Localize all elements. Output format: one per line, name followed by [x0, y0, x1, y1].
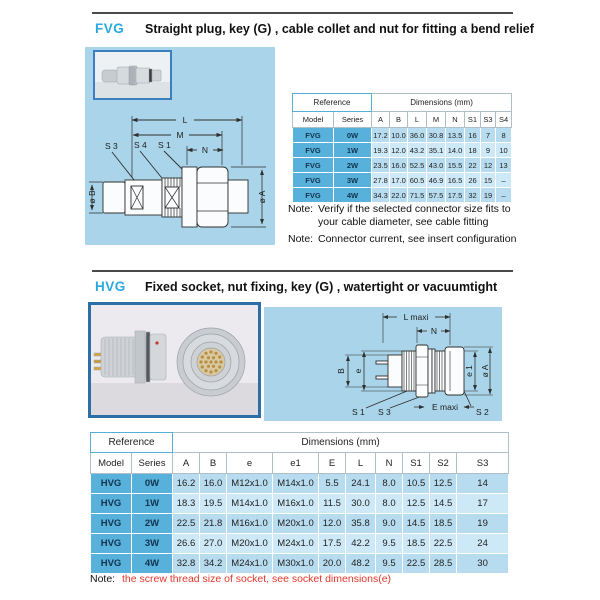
value-cell: M12x1.0: [227, 474, 273, 494]
hvg-dim-label-s3: S 3: [378, 407, 391, 417]
value-cell: 8.0: [376, 494, 403, 514]
value-cell: M24x1.0: [273, 534, 319, 554]
value-cell: 9.5: [376, 534, 403, 554]
model-cell: HVG: [91, 554, 132, 574]
value-cell: M16x1.0: [273, 494, 319, 514]
col-e: e: [227, 453, 273, 474]
value-cell: 12.0: [319, 514, 346, 534]
value-cell: 11.5: [319, 494, 346, 514]
series-cell: 4W: [334, 188, 372, 203]
value-cell: 35.1: [427, 143, 446, 158]
hvg-dim-label-n: N: [430, 326, 438, 336]
series-cell: 4W: [132, 554, 173, 574]
fvg-table-column-header: [293, 112, 512, 128]
fvg-notes: [288, 203, 520, 246]
value-cell: 12.5: [403, 494, 430, 514]
value-cell: 16.5: [446, 173, 465, 188]
col-model: Model: [91, 453, 132, 474]
table-row: [293, 173, 512, 188]
value-cell: 17: [457, 494, 509, 514]
value-cell: 27.0: [200, 534, 227, 554]
value-cell: 23.5: [372, 158, 390, 173]
value-cell: M24x1.0: [227, 554, 273, 574]
model-cell: HVG: [91, 474, 132, 494]
value-cell: 24.1: [346, 474, 376, 494]
value-cell: 34.3: [372, 188, 390, 203]
hvg-dim-label-s2: S 2: [476, 407, 489, 417]
value-cell: 17.0: [390, 173, 408, 188]
hvg-product-photo: [88, 302, 261, 418]
hvg-section-title: [95, 279, 497, 297]
value-cell: 14.5: [403, 514, 430, 534]
value-cell: 8.0: [376, 474, 403, 494]
hvg-connector-image: [91, 305, 258, 415]
fvg-section-title: [95, 21, 534, 39]
col-l: L: [346, 453, 376, 474]
hvg-dim-label-emaxi: E maxi: [432, 402, 458, 412]
value-cell: 17.5: [446, 188, 465, 203]
note-text: Verify if the selected connector size fits to your cable diameter, see cable fitting: [318, 203, 511, 228]
value-cell: –: [496, 188, 512, 203]
model-cell: HVG: [91, 494, 132, 514]
value-cell: 18.5: [430, 514, 457, 534]
fvg-note-2: [288, 233, 520, 246]
value-cell: 19.3: [372, 143, 390, 158]
note-label: Note:: [90, 573, 116, 585]
fvg-dim-label-oa: ø A: [257, 190, 267, 204]
series-cell: 1W: [334, 143, 372, 158]
value-cell: 18: [465, 143, 481, 158]
note-text: Connector current, see insert configuration: [318, 233, 517, 245]
reference-header: Reference: [293, 94, 372, 112]
value-cell: M20x1.0: [273, 514, 319, 534]
value-cell: 20.0: [319, 554, 346, 574]
hvg-dim-label-e1: e 1: [464, 365, 474, 377]
fvg-dim-label-s3: S 3: [105, 141, 118, 151]
col-n: N: [446, 112, 465, 128]
value-cell: M20x1.0: [227, 534, 273, 554]
value-cell: 14: [457, 474, 509, 494]
value-cell: 34.2: [200, 554, 227, 574]
col-series: Series: [132, 453, 173, 474]
hvg-section-rule: [92, 270, 513, 272]
fvg-dimensions-table: [292, 93, 512, 203]
table-row: [91, 534, 509, 554]
value-cell: 16: [465, 128, 481, 143]
model-cell: HVG: [91, 534, 132, 554]
value-cell: 19: [481, 188, 496, 203]
value-cell: 30.8: [427, 128, 446, 143]
col-series: Series: [334, 112, 372, 128]
value-cell: 27.8: [372, 173, 390, 188]
value-cell: 13.5: [446, 128, 465, 143]
value-cell: 17.5: [319, 534, 346, 554]
table-row: [293, 143, 512, 158]
hvg-drawing-panel: [264, 307, 502, 421]
hvg-dim-label-s1: S 1: [352, 407, 365, 417]
value-cell: 52.5: [408, 158, 427, 173]
hvg-technical-drawing: [264, 307, 502, 421]
reference-header: Reference: [91, 433, 173, 453]
col-s3: S3: [481, 112, 496, 128]
col-a: A: [173, 453, 200, 474]
value-cell: 32: [465, 188, 481, 203]
value-cell: –: [496, 173, 512, 188]
value-cell: 30: [457, 554, 509, 574]
series-cell: 1W: [132, 494, 173, 514]
value-cell: 12: [481, 158, 496, 173]
value-cell: 14.0: [446, 143, 465, 158]
fvg-connector-image: [95, 52, 170, 98]
series-cell: 3W: [132, 534, 173, 554]
fvg-dim-label-s4: S 4: [134, 140, 147, 150]
dimensions-header: Dimensions (mm): [173, 433, 509, 453]
model-cell: FVG: [293, 128, 334, 143]
value-cell: 22.5: [173, 514, 200, 534]
value-cell: 9.0: [376, 514, 403, 534]
fvg-title-text: Straight plug, key (G) , cable collet and nut for fitting a bend relief: [145, 22, 534, 36]
value-cell: 21.8: [200, 514, 227, 534]
value-cell: 22.5: [430, 534, 457, 554]
fvg-table-group-header: [293, 94, 512, 112]
hvg-dim-label-lmaxi: L maxi: [403, 312, 429, 322]
series-cell: 2W: [334, 158, 372, 173]
value-cell: 15: [481, 173, 496, 188]
value-cell: M14x1.0: [227, 494, 273, 514]
value-cell: M16x1.0: [227, 514, 273, 534]
fvg-section-rule: [92, 12, 513, 14]
value-cell: 12.5: [430, 474, 457, 494]
value-cell: 13: [496, 158, 512, 173]
fvg-product-photo: [93, 50, 172, 100]
note-label: Note:: [288, 233, 314, 245]
value-cell: 9: [481, 143, 496, 158]
value-cell: 16.2: [173, 474, 200, 494]
value-cell: 48.2: [346, 554, 376, 574]
value-cell: 18.3: [173, 494, 200, 514]
series-cell: 3W: [334, 173, 372, 188]
dimensions-header: Dimensions (mm): [372, 94, 512, 112]
fvg-table-body: [293, 128, 512, 203]
value-cell: 19: [457, 514, 509, 534]
hvg-dim-label-e: e: [353, 368, 363, 374]
hvg-table-column-header: [91, 453, 509, 474]
hvg-title-text: Fixed socket, nut fixing, key (G) , watertight or vacuumtight: [145, 280, 498, 294]
model-cell: FVG: [293, 173, 334, 188]
value-cell: 15.5: [446, 158, 465, 173]
table-row: [293, 128, 512, 143]
value-cell: 16.0: [200, 474, 227, 494]
value-cell: 30.0: [346, 494, 376, 514]
table-row: [91, 554, 509, 574]
col-l: L: [408, 112, 427, 128]
value-cell: 22.0: [390, 188, 408, 203]
model-cell: FVG: [293, 158, 334, 173]
col-s1: S1: [465, 112, 481, 128]
value-cell: 24: [457, 534, 509, 554]
value-cell: 43.0: [427, 158, 446, 173]
value-cell: 26: [465, 173, 481, 188]
value-cell: 43.2: [408, 143, 427, 158]
value-cell: 71.5: [408, 188, 427, 203]
value-cell: M14x1.0: [273, 474, 319, 494]
value-cell: 32.8: [173, 554, 200, 574]
value-cell: 46.9: [427, 173, 446, 188]
model-cell: FVG: [293, 143, 334, 158]
col-b: B: [200, 453, 227, 474]
value-cell: 5.5: [319, 474, 346, 494]
series-cell: 0W: [132, 474, 173, 494]
col-s4: S4: [496, 112, 512, 128]
note-text-red: the screw thread size of socket, see socket dimensions(e): [122, 573, 392, 585]
hvg-table-body: [91, 474, 509, 574]
value-cell: 22.5: [403, 554, 430, 574]
value-cell: 42.2: [346, 534, 376, 554]
fvg-dim-label-l: L: [182, 115, 188, 125]
col-e1: e1: [273, 453, 319, 474]
series-cell: 2W: [132, 514, 173, 534]
hvg-model-code: HVG: [95, 279, 126, 294]
hvg-dimensions-table: [90, 432, 509, 574]
value-cell: 10.0: [390, 128, 408, 143]
col-a: A: [372, 112, 390, 128]
hvg-dim-label-oa: ø A: [480, 364, 490, 378]
value-cell: 35.8: [346, 514, 376, 534]
table-row: [91, 474, 509, 494]
fvg-dim-label-ob: ø B: [87, 190, 97, 204]
value-cell: 12.0: [390, 143, 408, 158]
fvg-dim-label-n: N: [201, 145, 209, 155]
value-cell: 16.0: [390, 158, 408, 173]
table-row: [91, 494, 509, 514]
fvg-dim-label-m: M: [176, 130, 184, 140]
model-cell: FVG: [293, 188, 334, 203]
fvg-note-1: [288, 203, 520, 229]
value-cell: M30x1.0: [273, 554, 319, 574]
value-cell: 17.2: [372, 128, 390, 143]
hvg-note: [90, 573, 510, 586]
note-label: Note:: [288, 203, 314, 215]
table-row: [293, 158, 512, 173]
value-cell: 18.5: [403, 534, 430, 554]
col-ecap: E: [319, 453, 346, 474]
col-n: N: [376, 453, 403, 474]
fvg-model-code: FVG: [95, 21, 125, 36]
value-cell: 10.5: [403, 474, 430, 494]
col-s3: S3: [457, 453, 509, 474]
col-m: M: [427, 112, 446, 128]
table-row: [91, 514, 509, 534]
value-cell: 26.6: [173, 534, 200, 554]
value-cell: 7: [481, 128, 496, 143]
series-cell: 0W: [334, 128, 372, 143]
col-s1: S1: [403, 453, 430, 474]
hvg-table-group-header: [91, 433, 509, 453]
col-model: Model: [293, 112, 334, 128]
table-row: [293, 188, 512, 203]
value-cell: 60.5: [408, 173, 427, 188]
fvg-dim-label-s1: S 1: [158, 140, 171, 150]
value-cell: 10: [496, 143, 512, 158]
value-cell: 22: [465, 158, 481, 173]
col-b: B: [390, 112, 408, 128]
model-cell: HVG: [91, 514, 132, 534]
value-cell: 19.5: [200, 494, 227, 514]
value-cell: 28.5: [430, 554, 457, 574]
hvg-dim-label-b: B: [336, 368, 346, 374]
value-cell: 14.5: [430, 494, 457, 514]
value-cell: 57.5: [427, 188, 446, 203]
value-cell: 8: [496, 128, 512, 143]
value-cell: 36.0: [408, 128, 427, 143]
col-s2: S2: [430, 453, 457, 474]
value-cell: 9.5: [376, 554, 403, 574]
